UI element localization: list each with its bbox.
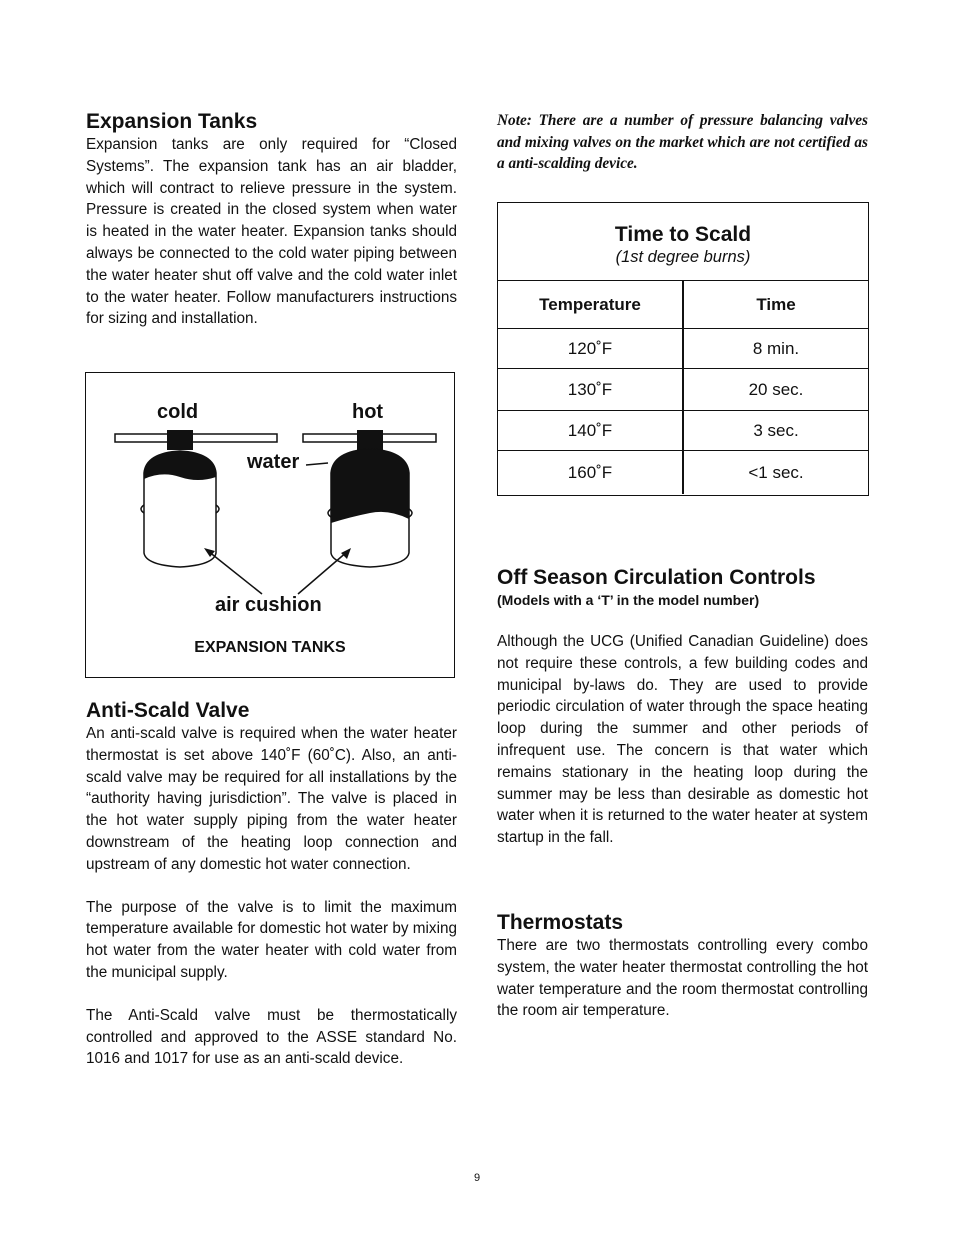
anti-scald-heading: Anti-Scald Valve bbox=[86, 699, 250, 722]
thermostats-heading: Thermostats bbox=[497, 911, 624, 934]
anti-scald-paragraph-3: The Anti-Scald valve must be thermostatically controlled and approved to the ASSE standard No. 1016 and 1017 for use as an anti-scald device. bbox=[86, 1006, 457, 1068]
hot-fitting bbox=[357, 430, 383, 450]
cold-pipe bbox=[115, 434, 277, 442]
thermostats-section bbox=[497, 911, 868, 1022]
anti-scald-section bbox=[86, 699, 457, 1070]
expansion-tanks-figure bbox=[85, 372, 455, 678]
off-season-section bbox=[497, 566, 868, 849]
air-arrow-cold bbox=[208, 551, 262, 594]
right-column bbox=[497, 110, 868, 175]
hot-tank-water bbox=[331, 449, 409, 523]
table-row bbox=[498, 451, 868, 494]
table-cell: 140˚F bbox=[498, 411, 684, 450]
expansion-tanks-illustration bbox=[86, 373, 454, 677]
table-cell: 20 sec. bbox=[748, 379, 804, 399]
anti-scald-paragraph-2: The purpose of the valve is to limit the maximum temperature available for domestic hot water by mixing hot water from the water heater with cold water from the municipal supply. bbox=[86, 898, 457, 981]
column-header: Time bbox=[756, 294, 796, 314]
table-row bbox=[498, 411, 868, 451]
thermostats-body: There are two thermostats controlling every combo system, the water heater thermostat controlling the hot water temperature and the room thermostat controlling the room air temperature. bbox=[497, 937, 868, 1020]
expansion-tanks-heading: Expansion Tanks bbox=[86, 110, 258, 133]
off-season-body: Although the UCG (Unified Canadian Guideline) does not require these controls, a few building codes and municipal by-laws do. They are used to provide periodic circulation of water through the space heating loop during the summer and other periods of infrequent use. The concern is that water which remains stationary in the heating loop during the summer may be less than desirable as domestic hot water when it is returned to the water heater at system startup in the fall. bbox=[497, 633, 868, 847]
figure-caption: EXPANSION TANKS bbox=[194, 639, 346, 656]
label-water: water bbox=[247, 451, 300, 473]
table-subtitle: (1st degree burns) bbox=[615, 248, 751, 266]
label-air-cushion: air cushion bbox=[215, 594, 322, 616]
label-hot: hot bbox=[352, 401, 384, 423]
table-row bbox=[498, 369, 868, 411]
table-cell: 3 sec. bbox=[753, 420, 799, 440]
cold-fitting bbox=[167, 430, 193, 450]
table-cell: 120˚F bbox=[498, 329, 684, 368]
table-header-row bbox=[498, 281, 868, 329]
table-title-row bbox=[498, 203, 868, 281]
table-cell: <1 sec. bbox=[748, 462, 804, 482]
table-cell: 130˚F bbox=[498, 369, 684, 410]
table-row bbox=[498, 329, 868, 369]
page-number: 9 bbox=[473, 1172, 481, 1184]
table-cell: 160˚F bbox=[498, 451, 684, 494]
expansion-tanks-body: Expansion tanks are only required for “Closed Systems”. The expansion tank has an air bladder, which will contract to relieve pressure in the system. Pressure is created in the closed system when water is heated in the water heater. Expansion tanks should always be connected to the cold water piping between the water heater shut off valve and the cold water inlet to the water heater. Follow manufacturers instructions for sizing and installation. bbox=[86, 136, 457, 328]
off-season-heading: Off Season Circulation Controls bbox=[497, 566, 816, 589]
table-title: Time to Scald bbox=[614, 223, 752, 246]
note-text: Note: There are a number of pressure balancing valves and mixing valves on the market which are not certified as a anti-scalding device. bbox=[497, 112, 868, 172]
column-header: Temperature bbox=[498, 281, 684, 328]
left-column bbox=[86, 110, 457, 330]
air-arrow-hot bbox=[298, 551, 348, 594]
off-season-subheading: (Models with a ‘T’ in the model number) bbox=[497, 592, 760, 608]
table-cell: 8 min. bbox=[752, 338, 800, 358]
label-cold: cold bbox=[157, 401, 199, 423]
anti-scald-paragraph-1: An anti-scald valve is required when the water heater thermostat is set above 140˚F (60˚C). Also, an anti-scald valve may be required for all installations by the “authority having jurisdiction”. The valve is placed in the hot water supply piping from the water heater downstream of the heating loop connection and upstream of any domestic hot water connection. bbox=[86, 725, 457, 873]
water-pointer bbox=[306, 463, 328, 465]
time-to-scald-table bbox=[497, 202, 869, 496]
